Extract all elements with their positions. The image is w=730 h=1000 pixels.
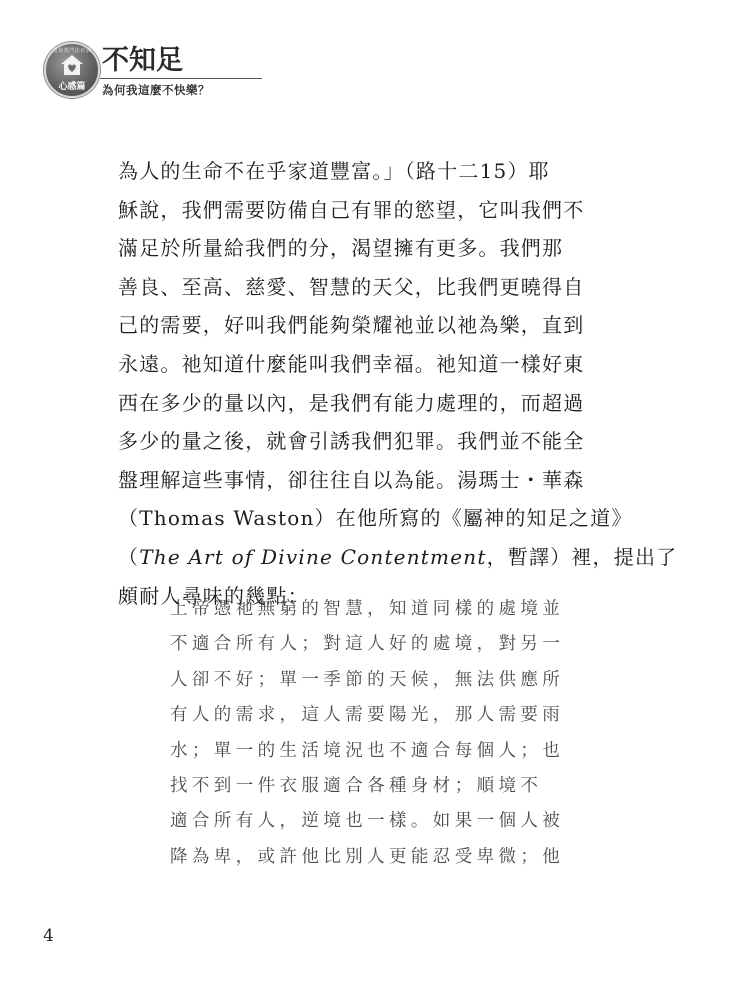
block-quote (170, 592, 590, 875)
chapter-title: 不知足 (102, 45, 183, 76)
quote-line: 有人的需求，這人需要陽光，那人需要雨 (170, 705, 565, 726)
series-badge (44, 42, 100, 98)
quote-line: 降為卑，或許他比別人更能忍受卑微；他 (170, 846, 565, 867)
body-line: 穌說，我們需要防備自己有罪的慾望，它叫我們不 (118, 197, 585, 222)
badge-arc-text: 基督教門徒培訓 (52, 48, 92, 54)
body-line: 滿足於所量給我們的分，渴望擁有更多。我們那 (118, 236, 564, 261)
title-divider (100, 78, 262, 79)
chapter-header (44, 42, 224, 102)
quote-line: 人卻不好；單一季節的天候，無法供應所 (170, 669, 565, 690)
quote-line: 適合所有人，逆境也一樣。如果一個人被 (170, 811, 565, 832)
body-line: （Thomas Waston）在他所寫的《屬神的知足之道》 (118, 506, 633, 531)
body-line: 頗耐人尋味的幾點： (118, 583, 309, 608)
body-line: 盤理解這些事情，卻往往自以為能。湯瑪士・華森 (118, 467, 585, 492)
quote-line: 不適合所有人；對這人好的處境，對另一 (170, 634, 565, 655)
book-title-open: （ (118, 544, 140, 569)
quote-line: 找不到一件衣服適合各種身材；順境不 (170, 775, 543, 796)
quote-line: 水；單一的生活境況也不適合每個人；也 (170, 740, 565, 761)
body-paragraph (118, 152, 678, 615)
book-title-english: The Art of Divine Contentment (139, 544, 487, 569)
body-line: 善良、至高、慈愛、智慧的天父，比我們更曉得自 (118, 274, 585, 299)
body-line: 為人的生命不在乎家道豐富。」（路十二15）耶 (118, 159, 550, 183)
page-number: 4 (43, 926, 54, 946)
body-line: 多少的量之後，就會引誘我們犯罪。我們並不能全 (118, 429, 585, 454)
quote-line: 上帝憑祂無窮的智慧，知道同樣的處境並 (170, 599, 565, 619)
book-title-close: ，暫譯）裡，提出了 (486, 544, 678, 569)
body-line-book-title (118, 538, 678, 577)
body-line: 永遠。祂知道什麼能叫我們幸福。祂知道一樣好東 (118, 351, 585, 376)
house-heart-icon (59, 53, 85, 77)
body-line: 西在多少的量以內，是我們有能力處理的，而超過 (118, 390, 585, 415)
chapter-subtitle: 為何我這麼不快樂？ (102, 83, 210, 97)
badge-label: 心感篇 (58, 82, 86, 92)
body-line: 己的需要，好叫我們能夠榮耀祂並以祂為樂，直到 (118, 313, 585, 338)
